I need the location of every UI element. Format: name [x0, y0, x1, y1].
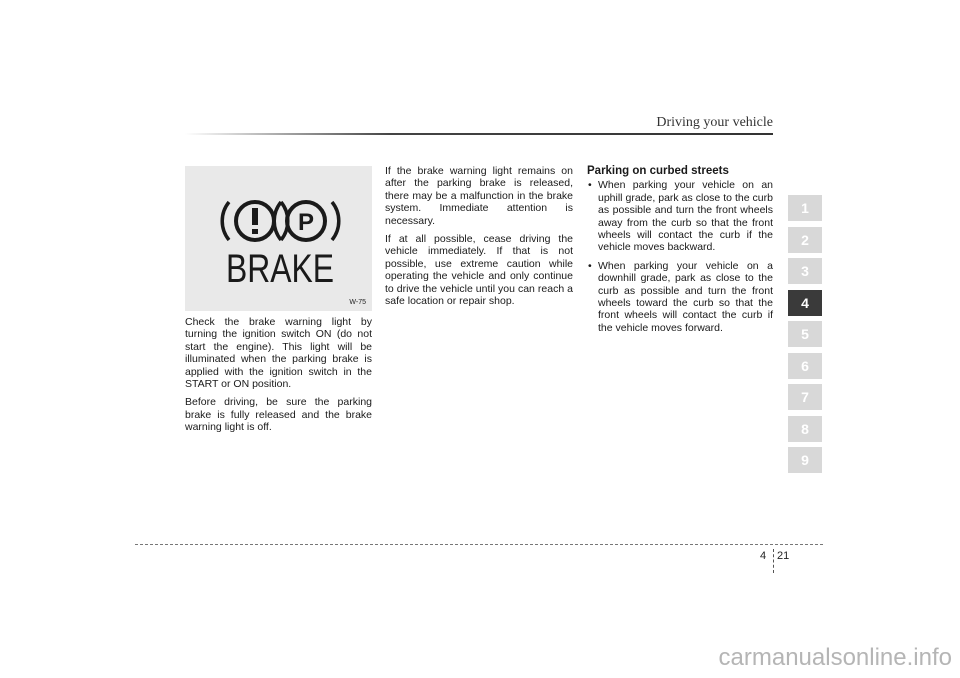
- header-rule: [185, 133, 773, 135]
- page-chapter-number: 4: [760, 550, 767, 562]
- column-3: [587, 165, 773, 340]
- paragraph: Check the brake warning light by turning the ignition switch ON (do not start the engine). This light will be illuminated when the parking brake is applied with the ignition switch in the START or ON position.: [185, 316, 372, 391]
- chapter-tab-5[interactable]: 5: [788, 321, 822, 347]
- paragraph: Before driving, be sure the parking brake is fully released and the brake warning light is off.: [185, 396, 372, 434]
- list-item: • When parking your vehicle on a downhill grade, park as close to the curb as possible and turn the front wheels toward the curb so that the front wheels will contact the curb if the vehicle moves forward.: [588, 259, 773, 334]
- paragraph: If the brake warning light remains on after the parking brake is released, there may be a malfunction in the brake system. Immediate attention is necessary.: [385, 165, 573, 227]
- chapter-tab-7[interactable]: 7: [788, 384, 822, 410]
- svg-text:P: P: [297, 209, 315, 236]
- chapter-tab-4[interactable]: 4: [788, 290, 822, 316]
- chapter-tab-6[interactable]: 6: [788, 353, 822, 379]
- brake-label: BRAKE: [226, 247, 334, 291]
- list-item: • When parking your vehicle on an uphill grade, park as close to the curb as possible and turn the front wheels away from the curb so that the front wheels will contact the curb if the vehicle moves backward.: [588, 179, 773, 254]
- watermark: carmanualsonline.info: [718, 644, 952, 671]
- header-title: Driving your vehicle: [656, 115, 773, 130]
- section-heading: Parking on curbed streets: [587, 165, 729, 177]
- chapter-tabs: [788, 195, 822, 479]
- column-1: [185, 316, 372, 440]
- page-number: 21: [777, 550, 790, 562]
- chapter-tab-1[interactable]: 1: [788, 195, 822, 221]
- chapter-tab-2[interactable]: 2: [788, 227, 822, 253]
- column-2: [385, 165, 573, 313]
- figure-code: W-75: [349, 299, 366, 306]
- paragraph: If at all possible, cease driving the vehicle immediately. If that is not possible, use extreme caution while operating the vehicle and only continue to drive the vehicle until you can reach a safe location or repair shop.: [385, 233, 573, 308]
- footer-rule: [135, 544, 823, 545]
- chapter-tab-8[interactable]: 8: [788, 416, 822, 442]
- chapter-tab-9[interactable]: 9: [788, 447, 822, 473]
- page-separator: [773, 549, 774, 573]
- chapter-tab-3[interactable]: 3: [788, 258, 822, 284]
- brake-warning-figure: [185, 166, 372, 311]
